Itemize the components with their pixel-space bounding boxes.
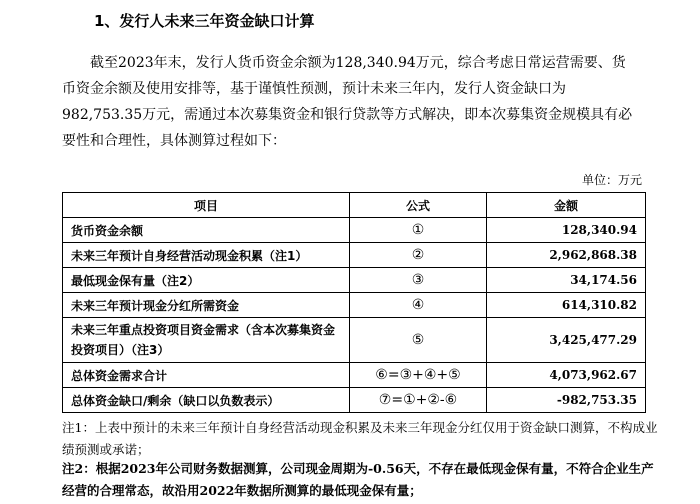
row-item: 未来三年重点投资项目资金需求（含本次募集资金投资项目）（注3） xyxy=(63,318,350,363)
row-formula: ① xyxy=(350,218,487,243)
table-row xyxy=(63,318,646,363)
row-amount: 34,174.56 xyxy=(487,268,646,293)
header-formula: 公式 xyxy=(350,193,487,218)
row-item: 未来三年预计自身经营活动现金积累（注1） xyxy=(63,243,350,268)
row-formula: ⑦=①+②-⑥ xyxy=(350,388,487,413)
table-row xyxy=(63,363,646,388)
note-2: 注2：根据2023年公司财务数据测算，公司现金周期为-0.56天，不存在最低现金保有量，不符合企业生产经营的合理常态，故沿用2022年数据所测算的最低现金保有量； xyxy=(62,461,654,498)
row-item: 总体资金缺口/剩余（缺口以负数表示） xyxy=(63,388,350,413)
row-item: 最低现金保有量（注2） xyxy=(63,268,350,293)
unit-label: 单位：万元 xyxy=(581,173,642,187)
table-row xyxy=(63,218,646,243)
row-amount: -982,753.35 xyxy=(487,388,646,413)
table-row xyxy=(63,268,646,293)
row-formula: ④ xyxy=(350,293,487,318)
row-formula: ② xyxy=(350,243,487,268)
table-row xyxy=(63,293,646,318)
intro-text: 截至2023年末，发行人货币资金余额为128,340.94万元，综合考虑日常运营需要、货币资金余额及使用安排等，基于谨慎性预测，预计未来三年内，发行人资金缺口为982,753.35万元，需通过本次募集资金和银行贷款等方式解决，即本次募集资金规模具有必要性和合理性，具体测算过程如下： xyxy=(62,55,633,149)
intro-paragraph xyxy=(62,50,638,154)
row-item: 总体资金需求合计 xyxy=(63,363,350,388)
table-header-row xyxy=(63,193,646,218)
row-formula: ③ xyxy=(350,268,487,293)
table-row xyxy=(63,388,646,413)
row-formula: ⑥=③+④+⑤ xyxy=(350,363,487,388)
row-item: 货币资金余额 xyxy=(63,218,350,243)
row-amount: 3,425,477.29 xyxy=(487,318,646,363)
row-item: 未来三年预计现金分红所需资金 xyxy=(63,293,350,318)
header-item: 项目 xyxy=(63,193,350,218)
row-amount: 128,340.94 xyxy=(487,218,646,243)
note-1: 注1：上表中预计的未来三年预计自身经营活动现金积累及未来三年现金分红仅用于资金缺口测算，不构成业绩预测或承诺； xyxy=(62,420,658,457)
row-formula: ⑤ xyxy=(350,318,487,363)
funding-gap-table xyxy=(62,192,646,413)
table-row xyxy=(63,243,646,268)
header-amount: 金额 xyxy=(487,193,646,218)
section-heading: 1、发行人未来三年资金缺口计算 xyxy=(94,12,315,30)
row-amount: 4,073,962.67 xyxy=(487,363,646,388)
row-amount: 614,310.82 xyxy=(487,293,646,318)
row-amount: 2,962,868.38 xyxy=(487,243,646,268)
